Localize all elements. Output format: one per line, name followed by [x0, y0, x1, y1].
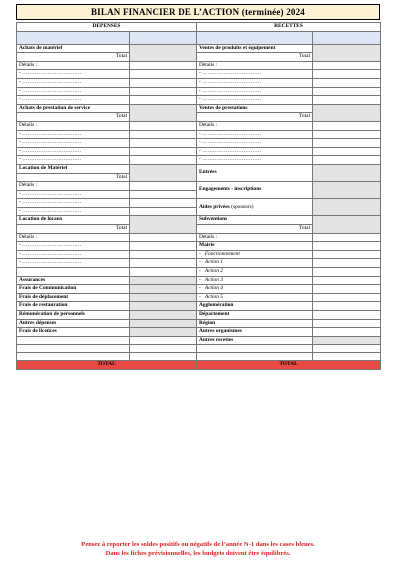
report-cell[interactable]	[130, 31, 197, 44]
empty-cell	[17, 353, 130, 361]
amount-cell[interactable]	[130, 353, 197, 361]
amount-cell[interactable]	[130, 345, 197, 353]
amount-cell[interactable]	[130, 293, 197, 302]
detail-line[interactable]: - ……………………………	[197, 139, 313, 148]
details-label: Détails :	[197, 61, 313, 70]
amount-cell[interactable]	[313, 78, 381, 87]
detail-line[interactable]: - ……………………………	[17, 156, 130, 165]
amount-cell[interactable]	[130, 87, 197, 96]
amount-cell[interactable]	[130, 121, 197, 130]
empty-cell	[197, 353, 313, 361]
dash: -	[199, 293, 201, 300]
amount-cell[interactable]	[313, 199, 381, 216]
report-cell[interactable]	[313, 31, 381, 44]
budget-table	[16, 22, 381, 370]
amount-cell[interactable]	[313, 96, 381, 105]
detail-line[interactable]: - ……………………………	[197, 87, 313, 96]
amount-cell[interactable]	[313, 353, 381, 361]
amount-cell[interactable]	[313, 276, 381, 285]
details-label: Détails :	[17, 61, 130, 70]
assurances-label: Assurances	[17, 276, 130, 285]
amount-cell[interactable]	[130, 147, 197, 156]
location-materiel-label: Location de Matériel	[17, 164, 130, 173]
page-title: BILAN FINANCIER DE L’ACTION (terminée) 2024	[16, 4, 380, 20]
detail-line[interactable]: - ……………………………	[17, 147, 130, 156]
report-cell[interactable]	[17, 31, 130, 44]
engagements-label: Engagements - inscriptions	[197, 182, 313, 199]
amount-cell[interactable]	[130, 139, 197, 148]
dash: -	[199, 268, 201, 275]
frais-restauration-label: Frais de restauration	[17, 302, 130, 311]
action3-cell	[197, 276, 313, 285]
amount-cell[interactable]	[313, 319, 381, 328]
total-label: Total	[17, 53, 130, 62]
autres-recettes-label: Autres recettes	[197, 336, 313, 345]
region-label: Région	[197, 319, 313, 328]
detail-line[interactable]: - ……………………………	[17, 242, 130, 251]
amount-cell[interactable]	[313, 242, 381, 251]
detail-line[interactable]: - ……………………………	[17, 259, 130, 268]
detail-line[interactable]: - ……………………………	[17, 87, 130, 96]
departement-label: Département	[197, 311, 313, 320]
detail-line[interactable]: - ……………………………	[17, 70, 130, 79]
detail-line[interactable]: - ……………………………	[197, 130, 313, 139]
dash: -	[199, 259, 201, 266]
report-row	[17, 31, 381, 44]
amount-cell[interactable]	[313, 61, 381, 70]
amount-cell[interactable]	[313, 147, 381, 156]
details-label: Détails :	[17, 182, 130, 191]
total-label: Total	[197, 225, 313, 234]
amount-cell[interactable]	[313, 87, 381, 96]
achats-materiel-label: Achats de matériel	[17, 44, 130, 53]
amount-cell[interactable]	[313, 311, 381, 320]
amount-cell[interactable]	[130, 207, 197, 216]
amount-cell[interactable]	[313, 345, 381, 353]
detail-line[interactable]: - ……………………………	[197, 96, 313, 105]
total-label: Total	[17, 225, 130, 234]
amount-cell[interactable]	[130, 216, 197, 233]
amount-cell[interactable]	[130, 328, 197, 337]
details-label: Détails :	[17, 121, 130, 130]
action4-label: Action 4	[204, 285, 223, 292]
detail-line[interactable]: - ……………………………	[17, 96, 130, 105]
empty-cell	[197, 345, 313, 353]
amount-cell[interactable]	[130, 233, 197, 242]
amount-cell[interactable]	[313, 250, 381, 259]
subventions-label: Subventions	[197, 216, 313, 225]
amount-cell[interactable]	[313, 216, 381, 233]
amount-cell[interactable]	[313, 302, 381, 311]
action3-label: Action 3	[204, 276, 223, 283]
amount-cell[interactable]	[130, 78, 197, 87]
aides-privees-label: Aides privées	[199, 203, 230, 210]
amount-cell[interactable]	[130, 319, 197, 328]
total-label: Total	[197, 113, 313, 122]
total-label: Total	[197, 53, 313, 62]
aides-privees-note: (sponsors)	[231, 203, 254, 210]
dash: -	[199, 276, 201, 283]
detail-line[interactable]: - ……………………………	[17, 199, 130, 208]
autres-depenses-label: Autres dépenses	[17, 319, 130, 328]
amount-cell[interactable]	[130, 44, 197, 61]
amount-cell[interactable]	[130, 285, 197, 294]
action2-label: Action 2	[204, 268, 223, 275]
mairie-label: Mairie	[197, 242, 313, 251]
frais-communication-label: Frais de Communication	[17, 285, 130, 294]
remuneration-label: Rémunération de personnels	[17, 311, 130, 320]
action1-cell	[197, 259, 313, 268]
amount-cell[interactable]	[130, 190, 197, 199]
amount-cell[interactable]	[313, 44, 381, 61]
amount-cell[interactable]	[313, 182, 381, 199]
detail-line[interactable]: - ……………………………	[197, 156, 313, 165]
detail-line[interactable]: - ……………………………	[197, 147, 313, 156]
amount-cell[interactable]	[313, 104, 381, 121]
action5-cell	[197, 293, 313, 302]
amount-cell[interactable]	[130, 336, 197, 345]
amount-cell[interactable]	[313, 156, 381, 165]
amount-cell[interactable]	[130, 276, 197, 285]
aides-privees-cell	[197, 199, 313, 216]
frais-licences-label: Frais de licences	[17, 328, 130, 337]
action5-label: Action 5	[204, 293, 223, 300]
amount-cell[interactable]	[313, 328, 381, 337]
amount-cell[interactable]	[313, 130, 381, 139]
fonctionnement-label: Fonctionnement	[204, 250, 240, 257]
amount-cell[interactable]	[130, 268, 197, 277]
empty-cell	[17, 336, 130, 345]
amount-cell[interactable]	[313, 293, 381, 302]
amount-cell[interactable]	[313, 121, 381, 130]
total-label: Total	[17, 173, 130, 182]
amount-cell[interactable]	[130, 242, 197, 251]
amount-cell[interactable]	[313, 336, 381, 345]
detail-line[interactable]: - ……………………………	[17, 139, 130, 148]
ventes-prestations-label: Ventes de prestations	[197, 104, 313, 113]
detail-line[interactable]: - ……………………………	[197, 70, 313, 79]
empty-cell	[17, 345, 130, 353]
detail-line[interactable]: - ……………………………	[17, 130, 130, 139]
ventes-produits-label: Ventes de produits et équipement	[197, 44, 313, 53]
amount-cell[interactable]	[313, 268, 381, 277]
details-label: Détails :	[197, 121, 313, 130]
details-label: Détails :	[17, 233, 130, 242]
amount-cell[interactable]	[130, 96, 197, 105]
amount-cell[interactable]	[130, 130, 197, 139]
location-locaux-label: Location de locaux	[17, 216, 130, 225]
footer-note	[16, 540, 380, 558]
amount-cell[interactable]	[313, 164, 381, 181]
total-recettes: TOTAL	[197, 360, 381, 369]
total-label: Total	[17, 113, 130, 122]
detail-line[interactable]: - ……………………………	[197, 78, 313, 87]
detail-line[interactable]: - ……………………………	[17, 207, 130, 216]
amount-cell[interactable]	[130, 182, 197, 191]
amount-cell[interactable]	[130, 104, 197, 121]
amount-cell[interactable]	[130, 250, 197, 259]
agglomeration-label: Agglomération	[197, 302, 313, 311]
details-label: Détails :	[197, 233, 313, 242]
amount-cell[interactable]	[313, 285, 381, 294]
footer-note-line2: Dans les fiches prévisionnelles, les budgets doivent être équilibrés.	[105, 550, 291, 557]
footer-note-line1: Pensez à reporter les soldes positifs ou négatifs de l’année N-1 dans les cases bleues.	[81, 541, 315, 548]
detail-line[interactable]: - ……………………………	[17, 190, 130, 199]
amount-cell[interactable]	[313, 70, 381, 79]
frais-deplacement-label: Frais de déplacement	[17, 293, 130, 302]
action4-cell	[197, 285, 313, 294]
amount-cell[interactable]	[130, 70, 197, 79]
dash: -	[199, 250, 201, 257]
amount-cell[interactable]	[130, 311, 197, 320]
amount-cell[interactable]	[130, 259, 197, 268]
action2-cell	[197, 268, 313, 277]
depenses-header: DEPENSES	[17, 23, 197, 32]
empty-cell	[17, 268, 130, 277]
amount-cell[interactable]	[313, 259, 381, 268]
amount-cell[interactable]	[130, 199, 197, 208]
detail-line[interactable]: - ……………………………	[17, 78, 130, 87]
total-depenses: TOTAL	[17, 360, 197, 369]
amount-cell[interactable]	[130, 164, 197, 181]
fonctionnement-cell	[197, 250, 313, 259]
autres-organismes-label: Autres organismes	[197, 328, 313, 337]
amount-cell[interactable]	[313, 233, 381, 242]
detail-line[interactable]: - ……………………………	[17, 250, 130, 259]
amount-cell[interactable]	[130, 61, 197, 70]
recettes-header: RECETTES	[197, 23, 381, 32]
action1-label: Action 1	[204, 259, 223, 266]
amount-cell[interactable]	[130, 302, 197, 311]
dash: -	[199, 285, 201, 292]
amount-cell[interactable]	[130, 156, 197, 165]
amount-cell[interactable]	[313, 139, 381, 148]
achats-prestation-label: Achats de prestation de service	[17, 104, 130, 113]
entrees-label: Entrées	[197, 164, 313, 181]
report-cell[interactable]	[197, 31, 313, 44]
